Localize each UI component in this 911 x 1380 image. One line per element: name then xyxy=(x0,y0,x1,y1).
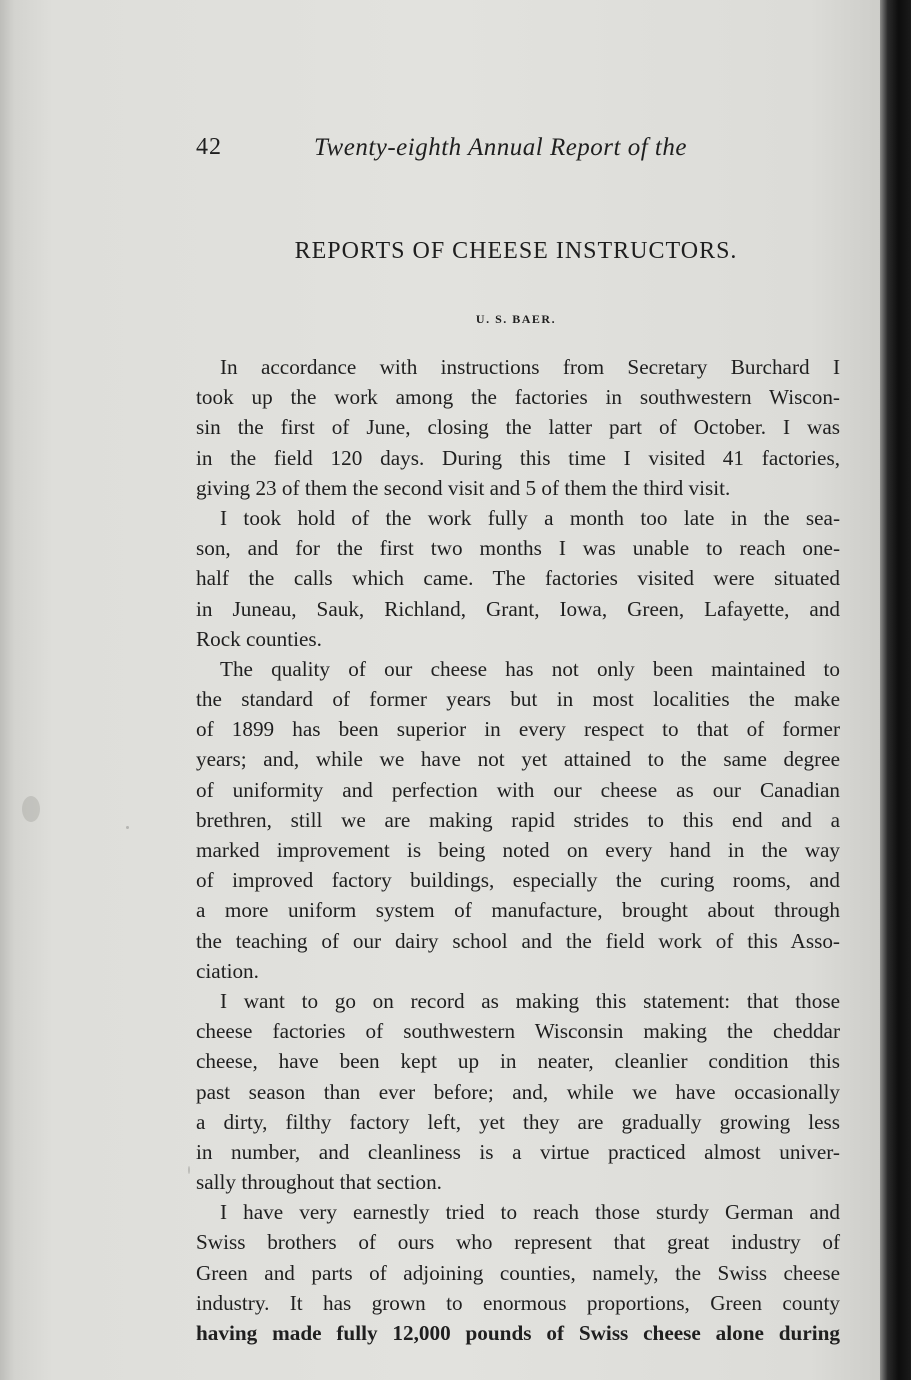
text-line: cheese factories of southwestern Wisconsin making the cheddar xyxy=(196,1019,840,1044)
scan-speck xyxy=(126,826,129,829)
page-gutter xyxy=(0,0,14,1380)
section-title: REPORTS OF CHEESE INSTRUCTORS. xyxy=(294,238,738,264)
text-line: son, and for the first two months I was unable to reach one- xyxy=(196,536,840,561)
text-line: cheese, have been kept up in neater, cleanlier condition this xyxy=(196,1049,840,1074)
text-line: a dirty, filthy factory left, yet they are gradually growing less xyxy=(196,1109,840,1134)
text-line: Swiss brothers of ours who represent that great industry of xyxy=(196,1230,840,1255)
text-line: of 1899 has been superior in every respect to that of former xyxy=(196,717,840,742)
page-number: 42 xyxy=(196,134,222,160)
text-line: industry. It has grown to enormous proportions, Green county xyxy=(196,1290,840,1315)
running-title: Twenty-eighth Annual Report of the xyxy=(314,134,687,161)
text-line: In accordance with instructions from Secretary Burchard I xyxy=(220,355,840,379)
text-line: I took hold of the work fully a month too late in the sea- xyxy=(220,505,840,530)
text-line: sally throughout that section. xyxy=(196,1170,442,1195)
text-line: Green and parts of adjoining counties, namely, the Swiss cheese xyxy=(196,1260,840,1285)
text-line: I want to go on record as making this statement: that those xyxy=(220,988,840,1013)
text-line: the standard of former years but in most localities the make xyxy=(196,687,840,712)
text-line: years; and, while we have not yet attained to the same degree xyxy=(196,747,840,772)
body-text xyxy=(196,352,840,1348)
text-line: in number, and cleanliness is a virtue practiced almost univer- xyxy=(196,1139,840,1164)
text-line: marked improvement is being noted on every hand in the way xyxy=(196,838,840,862)
text-line: in Juneau, Sauk, Richland, Grant, Iowa, Green, Lafayette, and xyxy=(196,596,840,621)
text-line: of uniformity and perfection with our cheese as our Canadian xyxy=(196,777,840,802)
text-line: took up the work among the factories in southwestern Wiscon- xyxy=(196,385,840,410)
text-line: the teaching of our dairy school and the field work of this Asso- xyxy=(196,928,840,953)
text-line: past season than ever before; and, while we have occasionally xyxy=(196,1079,840,1104)
text-line: The quality of our cheese has not only been maintained to xyxy=(220,656,840,681)
book-edge xyxy=(880,0,911,1380)
author-name: U. S. BAER. xyxy=(475,312,557,326)
text-line: half the calls which came. The factories visited were situated xyxy=(196,566,840,591)
text-line: giving 23 of them the second visit and 5 of them the third visit. xyxy=(196,475,731,500)
text-line: having made fully 12,000 pounds of Swiss cheese alone during xyxy=(196,1321,840,1345)
text-line: Rock counties. xyxy=(196,626,322,651)
text-line: in the field 120 days. During this time I visited 41 factories, xyxy=(196,445,840,470)
scan-speck xyxy=(22,796,40,822)
text-line: of improved factory buildings, especially the curing rooms, and xyxy=(196,868,840,893)
text-line: sin the first of June, closing the latter part of October. I was xyxy=(196,415,840,440)
text-line: a more uniform system of manufacture, brought about through xyxy=(196,898,840,923)
text-line: brethren, still we are making rapid strides to this end and a xyxy=(196,807,840,832)
text-line: ciation. xyxy=(196,958,259,983)
scan-speck xyxy=(188,1166,190,1174)
running-head xyxy=(196,134,712,170)
text-line: I have very earnestly tried to reach those sturdy German and xyxy=(220,1200,840,1225)
